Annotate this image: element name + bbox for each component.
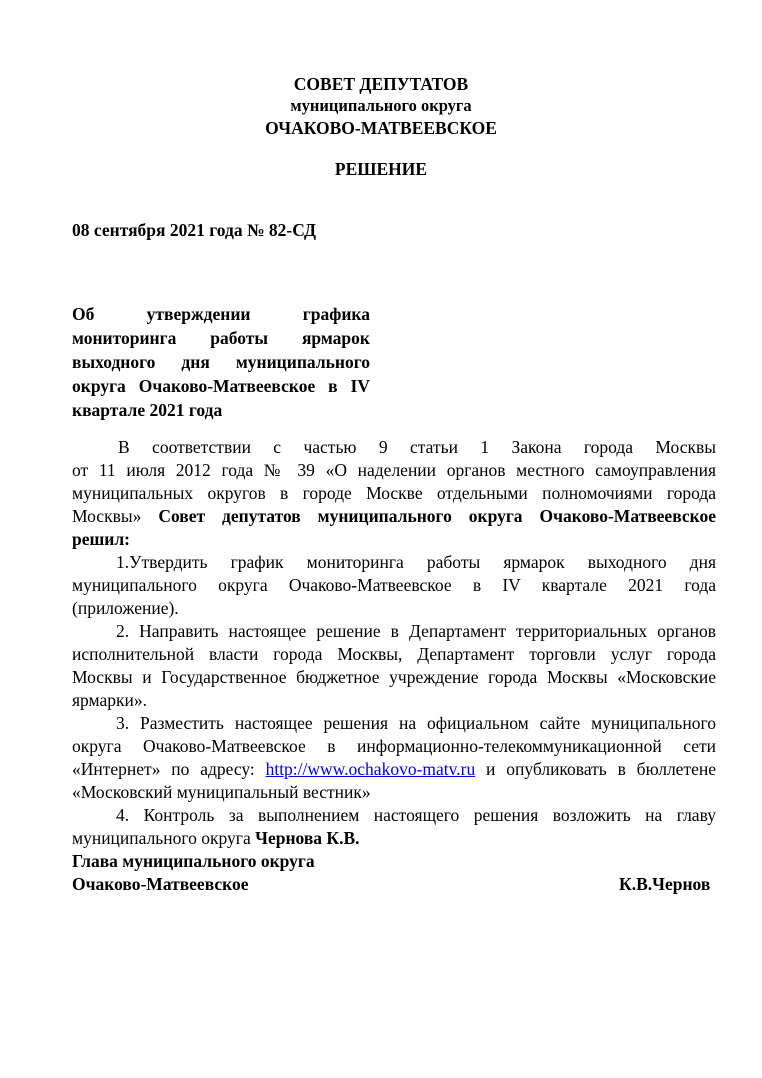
decision-body bbox=[72, 436, 716, 850]
signature-title-line: Очаково-Матвеевское bbox=[72, 874, 249, 894]
preamble-line: В соответствии с частью 9 статьи 1 Закона города Москвы bbox=[118, 437, 716, 457]
preamble-line bbox=[72, 528, 716, 551]
item-2-line: 2. Направить настоящее решение в Департамент территориальных органов bbox=[116, 621, 716, 641]
decision-subject bbox=[72, 302, 370, 422]
signatory-name: К.В.Чернов bbox=[619, 874, 711, 894]
item-2-line: исполнительной власти города Москвы, Департамент торговли услуг города bbox=[72, 644, 716, 664]
preamble-text: Москвы» bbox=[72, 506, 142, 526]
item-3-line bbox=[72, 758, 716, 781]
item-3-line: 3. Разместить настоящее решения на официальном сайте муниципального bbox=[116, 713, 716, 733]
signature-title bbox=[72, 850, 315, 896]
preamble-line: от 11 июля 2012 года № 39 «О наделении органов местного самоуправления bbox=[72, 460, 716, 480]
item-3-line: «Московский муниципальный вестник» bbox=[72, 782, 371, 802]
council-resolution-bold: Совет депутатов муниципального округа Очаково-Матвеевское bbox=[158, 506, 716, 526]
subject-line: квартале 2021 года bbox=[72, 400, 223, 420]
signature-title-line: Глава муниципального округа bbox=[72, 851, 315, 871]
item-4-text: муниципального округа bbox=[72, 828, 251, 848]
council-title: СОВЕТ ДЕПУТАТОВ bbox=[293, 74, 469, 94]
item-2-line: ярмарки». bbox=[72, 690, 147, 710]
document-type: РЕШЕНИЕ bbox=[334, 159, 428, 179]
decision-date-number: 08 сентября 2021 года № 82-СД bbox=[72, 220, 317, 240]
item-3-text: «Интернет» по адресу: bbox=[72, 759, 255, 779]
subject-line: мониторинга работы ярмарок bbox=[72, 328, 370, 348]
item-1-line: (приложение). bbox=[72, 598, 179, 618]
resolved-label: решил: bbox=[72, 529, 131, 549]
subject-line: округа Очаково-Матвеевское в IV bbox=[72, 376, 370, 396]
subject-line: Об утверждении графика bbox=[72, 304, 370, 324]
item-3-text: и опубликовать в бюллетене bbox=[486, 759, 717, 779]
item-4-line: 4. Контроль за выполнением настоящего решения возложить на главу bbox=[116, 805, 716, 825]
responsible-person: Чернова К.В. bbox=[255, 828, 360, 848]
district-type: муниципального округа bbox=[290, 96, 472, 115]
preamble-line bbox=[72, 505, 716, 528]
item-4-line bbox=[72, 827, 716, 850]
item-2-line: Москвы и Государственное бюджетное учреждение города Москвы «Московские bbox=[72, 667, 716, 687]
item-1-line: муниципального округа Очаково-Матвеевское в IV квартале 2021 года bbox=[72, 575, 716, 595]
subject-line: выходного дня муниципального bbox=[72, 352, 370, 372]
item-3-line: округа Очаково-Матвеевское в информационно-телекоммуникационной сети bbox=[72, 736, 716, 756]
website-link[interactable]: http://www.ochakovo-matv.ru bbox=[265, 759, 476, 779]
district-name: ОЧАКОВО-МАТВЕЕВСКОЕ bbox=[265, 118, 497, 138]
item-1-line: 1.Утвердить график мониторинга работы ярмарок выходного дня bbox=[116, 552, 716, 572]
preamble-line: муниципальных округов в городе Москве отдельными полномочиями города bbox=[72, 483, 716, 503]
